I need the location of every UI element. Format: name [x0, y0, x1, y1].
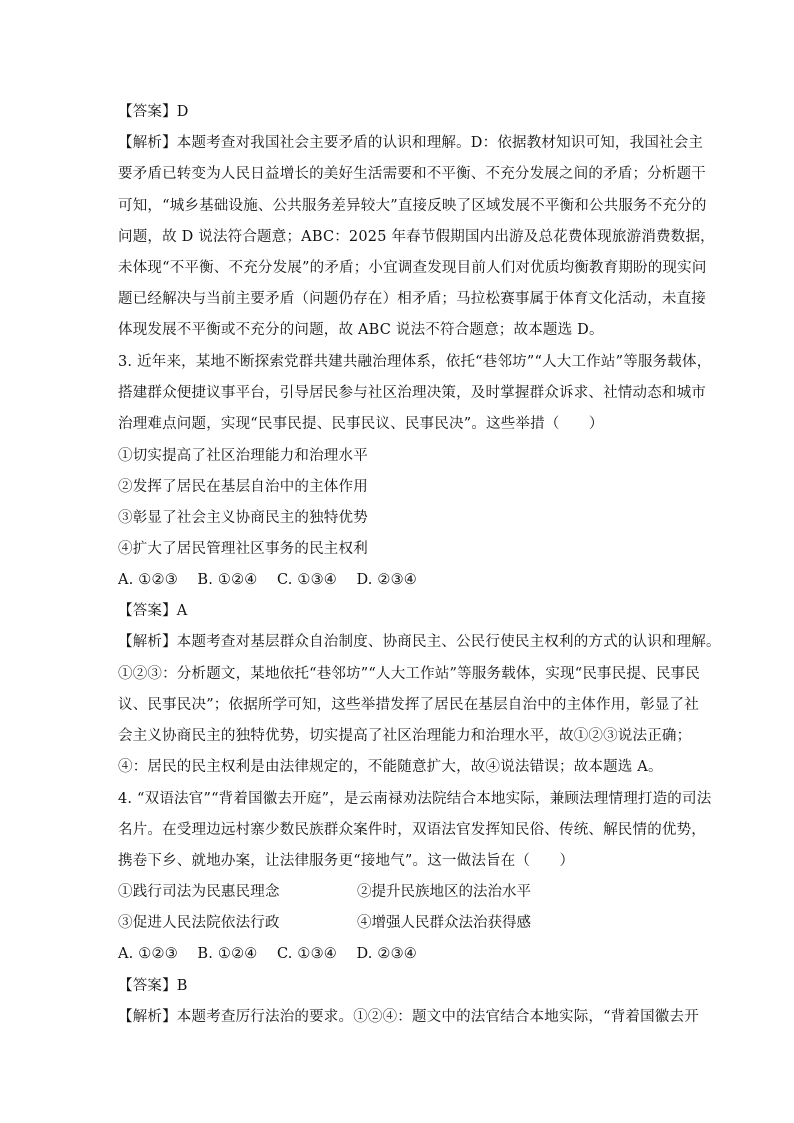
q3-stem-line: 3. 近年来，某地不断探索党群共建共融治理体系，依托“巷邻坊”“人大工作站”等服务载体， — [118, 354, 712, 370]
q4-choices: A. ①②③ B. ①②④ C. ①③④ D. ②③④ — [118, 946, 418, 962]
q4-option: ①践行司法为民惠民理念 — [118, 884, 280, 900]
q2-analysis-line: 问题，故 D 说法符合题意；ABC：2025 年春节假期国内出游及总花费体现旅游消费数据， — [118, 229, 715, 245]
q2-analysis-line: 体现发展不平衡或不充分的问题，故 ABC 说法不符合题意；故本题选 D。 — [118, 322, 604, 338]
q3-option: ③彰显了社会主义协商民主的独特优势 — [118, 510, 368, 526]
q4-stem-line: 携卷下乡、就地办案，让法律服务更“接地气”。这一做法旨在（ ） — [118, 853, 575, 869]
q3-analysis-line: 【解析】本题考查对基层群众自治制度、协商民主、公民行使民主权利的方式的认识和理解。 — [118, 634, 721, 650]
q4-option: ③促进人民法院依法行政 — [118, 915, 280, 931]
q3-answer: 【答案】A — [118, 603, 188, 619]
q3-choices: A. ①②③ B. ①②④ C. ①③④ D. ②③④ — [118, 572, 418, 588]
q3-stem-line: 搭建群众便捷议事平台，引导居民参与社区治理决策，及时掌握群众诉求、社情动态和城市 — [118, 385, 706, 401]
q2-analysis-line: 【解析】本题考查对我国社会主要矛盾的认识和理解。D：依据教材知识可知，我国社会主 — [118, 135, 704, 151]
q2-analysis-line: 要矛盾已转变为人民日益增长的美好生活需要和不平衡、不充分发展之间的矛盾；分析题干 — [118, 166, 706, 182]
q3-analysis-line: ①②③：分析题文，某地依托“巷邻坊”“人大工作站”等服务载体，实现“民事民提、民事民 — [118, 666, 700, 682]
q3-analysis-line: 议、民事民决”；依据所学可知，这些举措发挥了居民在基层自治中的主体作用，彰显了社 — [118, 697, 699, 713]
q3-stem-line: 治理难点问题，实现“民事民提、民事民议、民事民决”。这些举措（ ） — [118, 416, 604, 432]
q3-analysis-line: ④：居民的民主权利是由法律规定的，不能随意扩大，故④说法错误；故本题选 A。 — [118, 759, 663, 775]
q4-option: ②提升民族地区的法治水平 — [357, 884, 531, 900]
q3-option: ①切实提高了社区治理能力和治理水平 — [118, 448, 368, 464]
q4-stem-line: 名片。在受理边远村寨少数民族群众案件时，双语法官发挥知民俗、传统、解民情的优势， — [118, 822, 706, 838]
q3-option: ②发挥了居民在基层自治中的主体作用 — [118, 479, 368, 495]
q4-analysis-line: 【解析】本题考查厉行法治的要求。①②④：题文中的法官结合本地实际，“背着国徽去开 — [118, 1009, 699, 1025]
q2-analysis-line: 可知，“城乡基础设施、公共服务差异较大”直接反映了区域发展不平衡和公共服务不充分的 — [118, 198, 707, 214]
q2-answer: 【答案】D — [118, 104, 189, 120]
q2-analysis-line: 题已经解决与当前主要矛盾（问题仍存在）相矛盾；马拉松赛事属于体育文化活动，未直接 — [118, 291, 706, 307]
q4-answer: 【答案】B — [118, 978, 188, 994]
q4-stem-line: 4. “双语法官”“背着国徽去开庭”，是云南禄劝法院结合本地实际，兼顾法理情理打造的司法 — [118, 791, 712, 807]
q4-option: ④增强人民群众法治获得感 — [357, 915, 531, 931]
q3-analysis-line: 会主义协商民主的独特优势，切实提高了社区治理能力和治理水平，故①②③说法正确； — [118, 728, 692, 744]
q2-analysis-line: 未体现“不平衡、不充分发展”的矛盾；小宜调查发现目前人们对优质均衡教育期盼的现实问 — [118, 260, 707, 276]
q3-option: ④扩大了居民管理社区事务的民主权利 — [118, 541, 368, 557]
